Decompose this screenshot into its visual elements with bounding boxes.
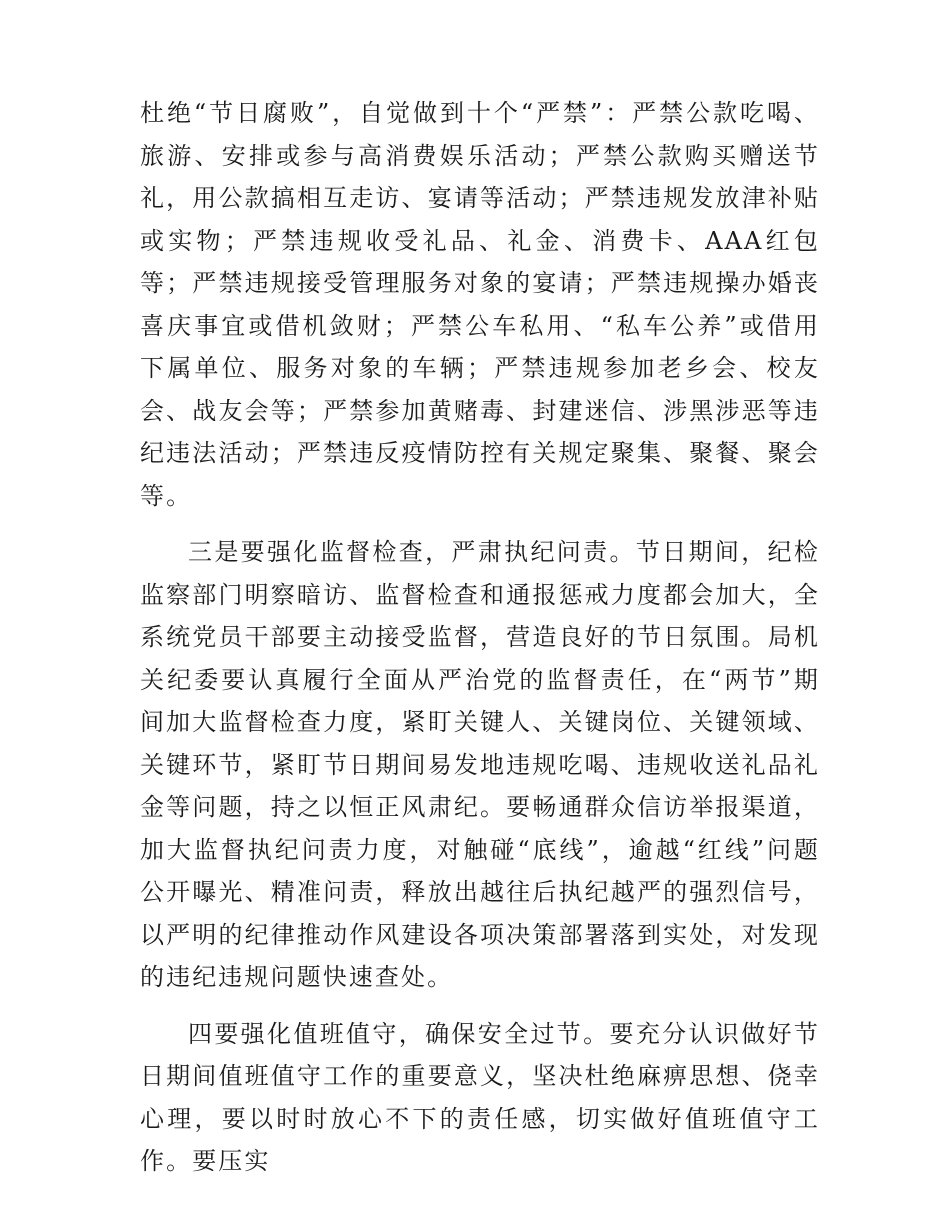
document-body bbox=[140, 92, 820, 1183]
paragraph-supervision-inspection: 三是要强化监督检查，严肃执纪问责。节日期间，纪检监察部门明察暗访、监督检查和通报惩戒力度都会加大，全系统党员干部要主动接受监督，营造良好的节日氛围。局机关纪委要认真履行全面从严治党的监督责任，在“两节”期间加大监督检查力度，紧盯关键人、关键岗位、关键领域、关键环节，紧盯节日期间易发地违规吃喝、违规收送礼品礼金等问题，持之以恒正风肃纪。要畅通群众信访举报渠道，加大监督执纪问责力度，对触碰“底线”，逾越“红线”问题公开曝光、精准问责，释放出越往后执纪越严的强烈信号，以严明的纪律推动作风建设各项决策部署落到实处，对发现的违纪违规问题快速查处。 bbox=[140, 538, 820, 991]
paragraph-duty-shifts: 四要强化值班值守，确保安全过节。要充分认识做好节日期间值班值守工作的重要意义，坚决杜绝麻痹思想、侥幸心理，要以时时放心不下的责任感，切实做好值班值守工作。要压实 bbox=[140, 1019, 820, 1175]
paragraph-ten-prohibitions: 杜绝“节日腐败”，自觉做到十个“严禁”：严禁公款吃喝、旅游、安排或参与高消费娱乐活动；严禁公款购买赠送节礼，用公款搞相互走访、宴请等活动；严禁违规发放津补贴或实物；严禁违规收受礼品、礼金、消费卡、AAA红包等；严禁违规接受管理服务对象的宴请；严禁违规操办婚丧喜庆事宜或借机敛财；严禁公车私用、“私车公养”或借用下属单位、服务对象的车辆；严禁违规参加老乡会、校友会、战友会等；严禁参加黄赌毒、封建迷信、涉黑涉恶等违纪违法活动；严禁违反疫情防控有关规定聚集、聚餐、聚会等。 bbox=[140, 99, 820, 510]
